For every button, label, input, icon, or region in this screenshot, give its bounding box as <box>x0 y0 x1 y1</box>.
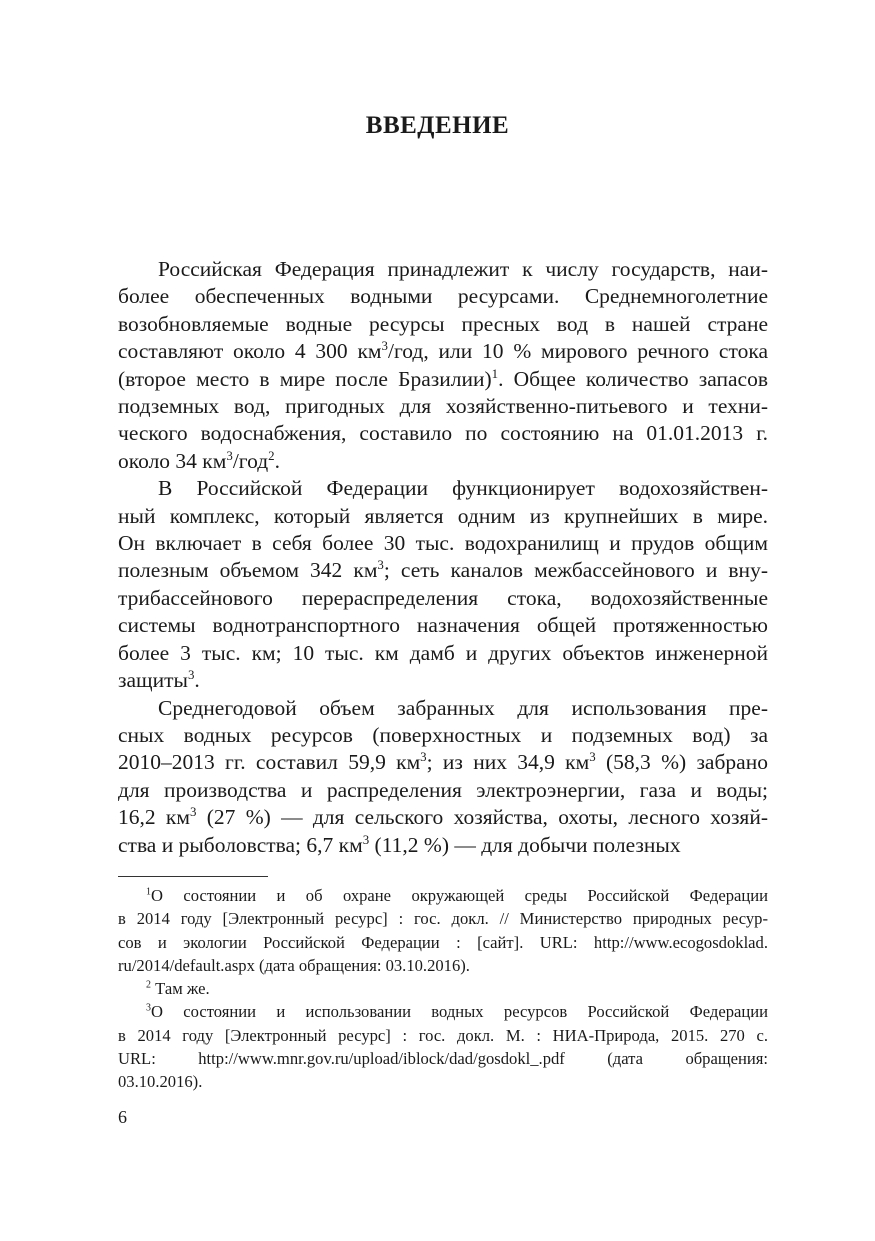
text-line <box>118 585 768 612</box>
page-number: 6 <box>118 1107 127 1127</box>
text-line <box>118 722 768 749</box>
text-segment: для производства и распределения электроэнергии, газа и воды; <box>118 777 768 802</box>
text-line <box>118 311 768 338</box>
text-line <box>118 1000 768 1023</box>
text-line <box>118 420 768 447</box>
text-segment: защиты <box>118 668 188 693</box>
text-line <box>118 907 768 930</box>
text-line <box>118 448 768 475</box>
text-segment: (11,2 %) — для добычи полезных <box>369 832 681 857</box>
text-segment: составляют около 4 300 км <box>118 339 382 364</box>
text-segment: Среднегодовой объем забранных для использования пре- <box>158 695 768 720</box>
footnote <box>118 977 768 1000</box>
text-segment: /год, или 10 % мирового речного стока <box>388 339 768 364</box>
footnote-ref: 2 <box>146 979 151 991</box>
footnote-ref: 3 <box>226 448 233 463</box>
text-segment: более 3 тыс. км; 10 тыс. км дамб и других объектов инженерной <box>118 640 768 665</box>
text-line <box>118 612 768 639</box>
text-line <box>118 695 768 722</box>
text-segment: В Российской Федерации функционирует водохозяйствен- <box>158 476 768 501</box>
footnote-ref: 3 <box>189 804 197 819</box>
footnote-ref: 3 <box>187 667 195 682</box>
footnote-ref: 3 <box>146 1002 151 1014</box>
text-segment: О состоянии и об охране окружающей среды Российской Федерации <box>150 886 768 905</box>
text-segment: ru/2014/default.aspx (дата обращения: 03.10.2016). <box>118 955 470 975</box>
text-line <box>118 1070 768 1093</box>
text-segment: в 2014 году [Электронный ресурс] : гос. докл. // Министерство природных ресур- <box>118 909 768 929</box>
text-line <box>118 1024 768 1047</box>
text-segment: Российская Федерация принадлежит к числу государств, наи- <box>158 257 768 281</box>
footnote-ref: 3 <box>589 750 596 765</box>
text-segment: /год <box>232 448 269 473</box>
text-line <box>118 338 768 365</box>
footnote-ref: 2 <box>268 448 275 463</box>
text-segment: подземных вод, пригодных для хозяйственно-питьевого и техни- <box>118 394 768 419</box>
text-segment: О состоянии и использовании водных ресурсов Российской Федерации <box>150 1002 768 1022</box>
text-line <box>118 954 768 977</box>
text-segment: 16,2 км <box>118 805 190 830</box>
text-segment: ; сеть каналов межбассейнового и вну- <box>383 558 768 583</box>
text-segment: ный комплекс, который является одним из крупнейших в мире. <box>118 503 768 528</box>
body-text <box>118 256 768 859</box>
text-segment: сных водных ресурсов (поверхностных и подземных вод) за <box>118 722 768 747</box>
text-segment: (58,3 %) забрано <box>595 750 768 775</box>
text-line <box>118 777 768 804</box>
paragraph <box>118 256 768 475</box>
text-line <box>118 977 768 1000</box>
text-segment: Он включает в себя более 30 тыс. водохранилищ и прудов общим <box>118 531 768 556</box>
chapter-title: ВВЕДЕНИЕ <box>365 112 510 139</box>
text-line <box>118 1047 768 1070</box>
text-segment: URL: http://www.mnr.gov.ru/upload/iblock/dad/gosdokl_.pdf (дата обращения: <box>118 1049 768 1069</box>
text-segment: трибассейнового перераспределения стока, водохозяйственные <box>118 585 768 610</box>
footnote-ref: 3 <box>362 832 370 847</box>
footnote-ref: 1 <box>146 886 151 898</box>
footnote-ref: 3 <box>420 750 427 765</box>
text-segment: ; из них 34,9 км <box>426 750 590 775</box>
text-segment: 03.10.2016). <box>118 1072 203 1092</box>
text-segment: более обеспеченных водными ресурсами. Среднемноголетние <box>118 284 768 309</box>
text-line <box>118 804 768 831</box>
text-segment: (второе место в мире после Бразилии) <box>118 366 492 391</box>
text-line <box>118 667 768 694</box>
text-segment: Там же. <box>150 979 210 999</box>
text-segment: (27 %) — для сельского хозяйства, охоты, лесного хозяй- <box>196 805 768 830</box>
text-line <box>118 256 768 283</box>
text-line <box>118 749 768 776</box>
text-segment: . Общее количество запасов <box>498 366 768 391</box>
text-line <box>118 557 768 584</box>
text-segment: 2010–2013 гг. составил 59,9 км <box>118 750 421 775</box>
footnote-separator <box>118 876 268 877</box>
footnote-ref: 3 <box>381 339 388 354</box>
text-segment: . <box>274 448 280 473</box>
text-line <box>118 475 768 502</box>
text-line <box>118 503 768 530</box>
text-line <box>118 832 768 859</box>
text-segment: около 34 км <box>118 448 227 473</box>
text-line <box>118 931 768 954</box>
text-line <box>118 393 768 420</box>
text-segment: полезным объемом 342 км <box>118 558 378 583</box>
text-line <box>118 530 768 557</box>
footnote <box>118 1000 768 1093</box>
text-line <box>118 640 768 667</box>
footnote-ref: 1 <box>491 366 499 381</box>
text-line <box>118 884 768 907</box>
text-line <box>118 283 768 310</box>
text-line <box>118 366 768 393</box>
text-segment: сов и экологии Российской Федерации : [сайт]. URL: http://www.ecogosdoklad. <box>118 932 768 952</box>
text-segment: системы воднотранспортного назначения общей протяженностью <box>118 613 768 638</box>
text-segment: . <box>194 668 200 693</box>
paragraph <box>118 475 768 694</box>
text-segment: ческого водоснабжения, составило по состоянию на 01.01.2013 г. <box>118 421 768 446</box>
footnotes <box>118 884 768 1094</box>
footnote <box>118 884 768 977</box>
text-segment: ства и рыболовства; 6,7 км <box>118 832 363 857</box>
footnote-ref: 3 <box>377 558 384 573</box>
text-segment: возобновляемые водные ресурсы пресных вод в нашей стране <box>118 311 768 336</box>
paragraph <box>118 695 768 859</box>
text-segment: в 2014 году [Электронный ресурс] : гос. докл. М. : НИА-Природа, 2015. 270 с. <box>118 1025 768 1045</box>
